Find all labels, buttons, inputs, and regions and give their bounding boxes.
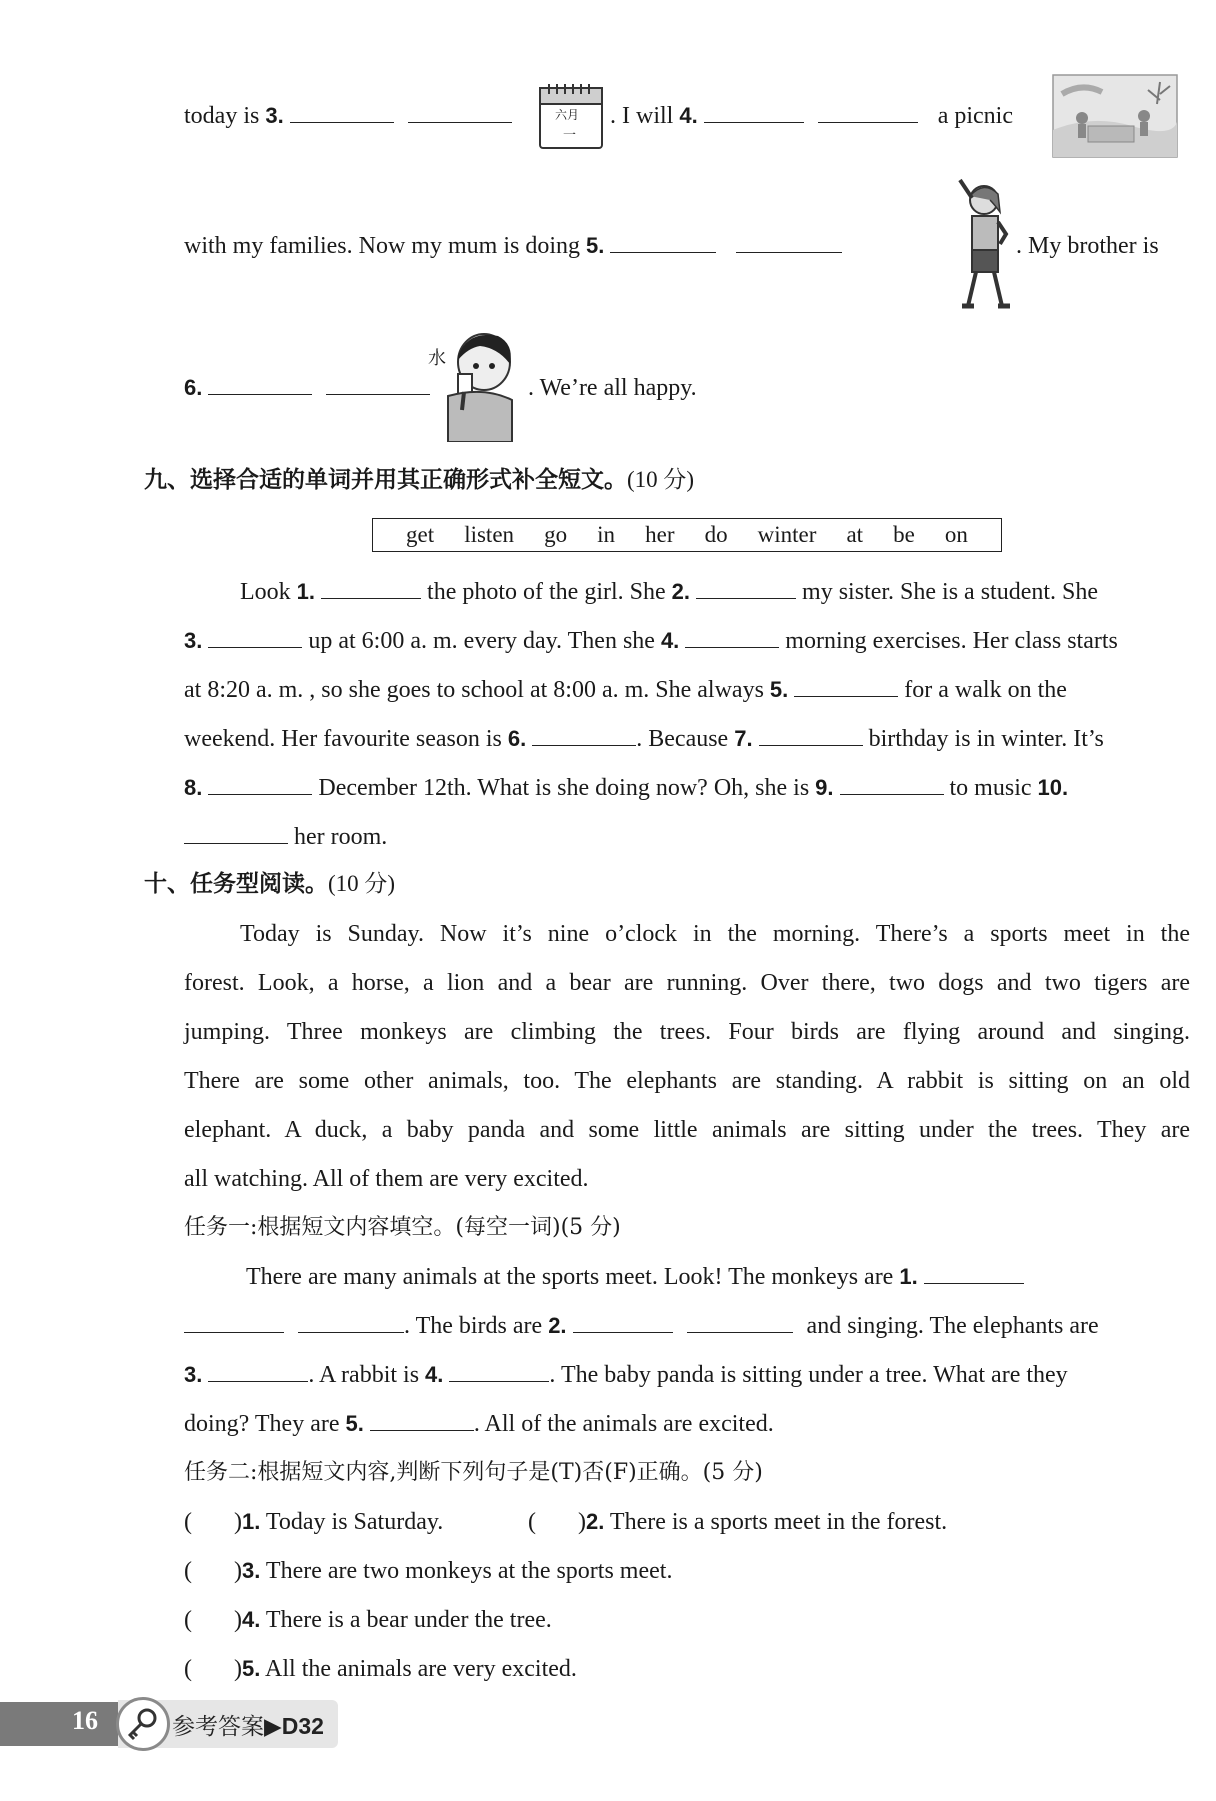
s9-blank-2[interactable] (696, 576, 796, 599)
s9-line1: Look 1. the photo of the girl. She 2. my sister. She is a student. She (240, 576, 1190, 608)
blank-4b[interactable] (818, 100, 918, 123)
s8-line3: 6. (184, 372, 430, 404)
s8-line2: with my families. Now my mum is doing 5. (184, 230, 842, 262)
t1-blank-5[interactable] (370, 1408, 474, 1431)
s9-blank-3[interactable] (208, 625, 302, 648)
tf-answer-box[interactable]: ( ) (184, 1509, 242, 1535)
s9-blank-5[interactable] (794, 674, 898, 697)
word-item: do (704, 522, 728, 547)
s9-blank-4[interactable] (685, 625, 779, 648)
tf-item: ( )5. All the animals are very excited. (184, 1656, 577, 1682)
word-item: go (544, 522, 568, 547)
section10-title: 十、任务型阅读。(10 分) (144, 871, 396, 897)
s9-blank-7[interactable] (759, 723, 863, 746)
answer-key-label[interactable]: 参考答案▶D32 (172, 1713, 324, 1740)
key-icon (116, 1697, 170, 1751)
tf-answer-box[interactable]: ( ) (184, 1558, 242, 1584)
water-label: 水 (428, 348, 446, 369)
t1-blank-2a[interactable] (573, 1310, 673, 1333)
t1-blank-1a[interactable] (924, 1261, 1024, 1284)
task1-line2: . The birds are 2. and singing. The elephants are (184, 1310, 1099, 1342)
passage-line: all watching. All of them are very excited. (184, 1166, 589, 1192)
tf-item: ( )1. Today is Saturday. (184, 1509, 444, 1535)
s9-line2: 3. up at 6:00 a. m. every day. Then she 4. morning exercises. Her class starts (184, 625, 1118, 657)
blank-3a[interactable] (290, 100, 394, 123)
t1-blank-1c[interactable] (298, 1310, 404, 1333)
passage-line: forest. Look, a horse, a lion and a bear are running. Over there, two dogs and two tigers are (184, 970, 1190, 996)
s9-line4: weekend. Her favourite season is 6. . Because 7. birthday is in winter. It’s (184, 723, 1104, 755)
blank-3b[interactable] (408, 100, 512, 123)
word-item: in (597, 522, 616, 547)
calendar-icon (537, 80, 605, 150)
t1-blank-1b[interactable] (184, 1310, 284, 1333)
s8-line2b: . My brother is (1016, 233, 1159, 259)
tf-item: ( )4. There is a bear under the tree. (184, 1607, 552, 1633)
t1-blank-4[interactable] (449, 1359, 549, 1382)
task2-title: 任务二:根据短文内容,判断下列句子是(T)否(F)正确。(5 分) (184, 1460, 763, 1485)
word-item: her (645, 522, 675, 547)
passage-line: Today is Sunday. Now it’s nine o’clock in the morning. There’s a sports meet in the (240, 921, 1190, 947)
footer-bar (0, 1702, 135, 1746)
calendar-day: 一 (563, 128, 577, 143)
tf-answer-box[interactable]: ( ) (184, 1607, 242, 1633)
task1-line1: There are many animals at the sports meet. Look! The monkeys are 1. (246, 1261, 1024, 1293)
tf-answer-box[interactable]: ( ) (528, 1509, 586, 1535)
t1-blank-2b[interactable] (687, 1310, 793, 1333)
s9-blank-1[interactable] (321, 576, 421, 599)
word-item: be (893, 522, 915, 547)
boy-drinking-picture (428, 330, 518, 442)
task1-title: 任务一:根据短文内容填空。(每空一词)(5 分) (184, 1215, 621, 1240)
word-item: listen (464, 522, 515, 547)
calendar-month: 六月 (555, 108, 580, 122)
blank-5a[interactable] (610, 230, 716, 253)
task1-line4: doing? They are 5. . All of the animals are excited. (184, 1408, 774, 1440)
page-number: 16 (72, 1706, 98, 1735)
s9-line5: 8. December 12th. What is she doing now? Oh, she is 9. to music 10. (184, 772, 1068, 804)
picnic-picture (1052, 74, 1178, 158)
passage-line: There are some other animals, too. The elephants are standing. A rabbit is sitting on an old (184, 1068, 1190, 1094)
passage-line: elephant. A duck, a baby panda and some little animals are sitting under the trees. They are (184, 1117, 1190, 1143)
s8-line1b: . I will 4. a picnic (610, 100, 1013, 132)
word-item: get (406, 522, 435, 547)
section9-title: 九、选择合适的单词并用其正确形式补全短文。(10 分) (144, 467, 695, 493)
s9-blank-6[interactable] (532, 723, 636, 746)
passage-line: jumping. Three monkeys are climbing the trees. Four birds are flying around and singing. (184, 1019, 1190, 1045)
word-item: on (944, 522, 968, 547)
s9-blank-9[interactable] (840, 772, 944, 795)
s9-blank-8[interactable] (208, 772, 312, 795)
task1-line3: 3. . A rabbit is 4. . The baby panda is sitting under a tree. What are they (184, 1359, 1068, 1391)
s9-blank-10[interactable] (184, 821, 288, 844)
blank-4a[interactable] (704, 100, 804, 123)
girl-stretching-picture (950, 178, 1016, 314)
tf-item: ( )2. There is a sports meet in the forest. (528, 1509, 948, 1535)
t1-blank-3[interactable] (208, 1359, 308, 1382)
s9-line6: her room. (184, 821, 387, 853)
s9-line3: at 8:20 a. m. , so she goes to school at 8:00 a. m. She always 5. for a walk on the (184, 674, 1067, 706)
s8-line3b: . We’re all happy. (528, 375, 697, 401)
tf-answer-box[interactable]: ( ) (184, 1656, 242, 1682)
blank-6b[interactable] (326, 372, 430, 395)
s8-line1: today is 3. (184, 100, 512, 132)
blank-6a[interactable] (208, 372, 312, 395)
word-item: winter (757, 522, 817, 547)
word-bank (372, 518, 1002, 552)
word-item: at (846, 522, 864, 547)
tf-item: ( )3. There are two monkeys at the sports meet. (184, 1558, 673, 1584)
blank-5b[interactable] (736, 230, 842, 253)
